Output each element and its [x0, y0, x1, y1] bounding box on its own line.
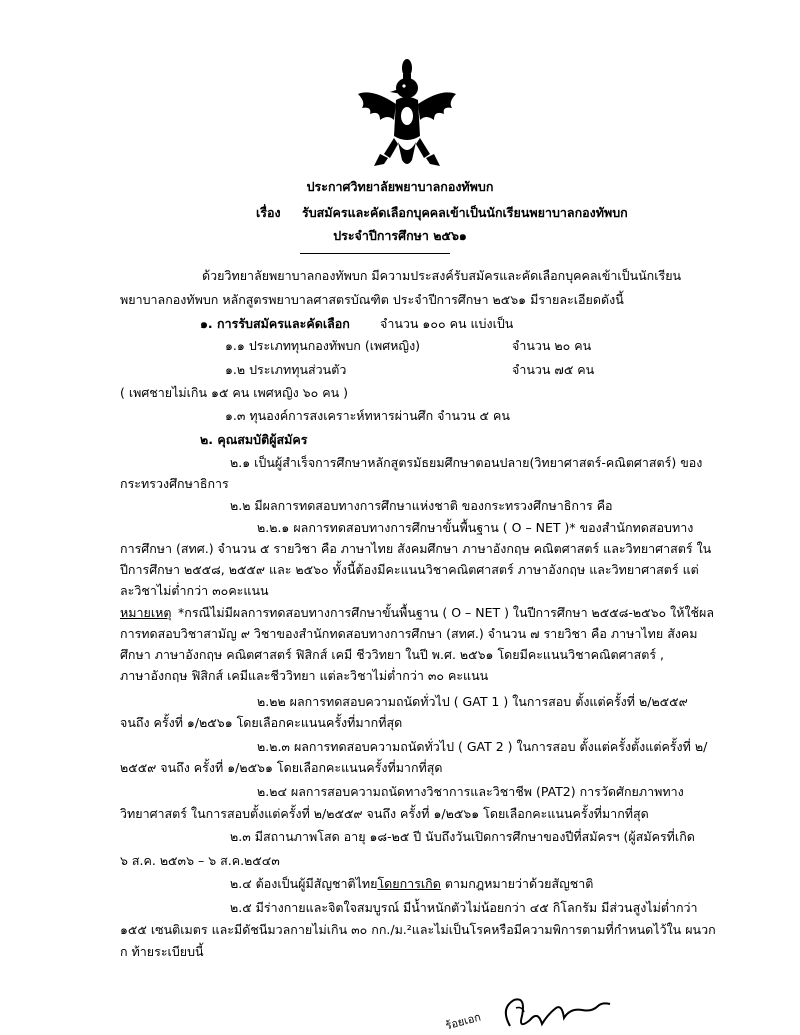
subject-text: รับสมัครและคัดเลือกบุคคลเข้าเป็นนักเรียนพยาบาลกองทัพบก: [302, 205, 628, 220]
academic-year-line: ประจำปีการศึกษา ๒๕๖๑: [333, 228, 467, 243]
item-1-2-quantity: จำนวน ๗๕ คน: [512, 362, 595, 377]
section-2-heading: ๒. คุณสมบัติผู้สมัคร: [200, 432, 308, 447]
item-2-1-line-2: กระทรวงศึกษาธิการ: [120, 476, 229, 491]
item-2-5-line-2: ๑๕๕ เซนติเมตร และมีดัชนีมวลกายไม่เกิน ๓๐ กก./ม.²และไม่เป็นโรคหรือมีความพิการตามที่กำหนดไว้ใน ผนวก: [120, 922, 716, 937]
announcement-title: ประกาศวิทยาลัยพยาบาลกองทัพบก: [306, 179, 494, 194]
item-1-1-quantity: จำนวน ๒๐ คน: [512, 338, 592, 353]
item-2-2-1-line-3: ปีการศึกษา ๒๕๕๘, ๒๕๕๙ และ ๒๕๖๐ ทั้งนี้ต้องมีคะแนนวิชาคณิตศาสตร์ ภาษาอังกฤษ และวิทยาศาสตร์ แต่: [120, 562, 699, 577]
section-1-heading: ๑. การรับสมัครและคัดเลือก: [200, 316, 350, 331]
remark-line-3: ศึกษา ภาษาอังกฤษ คณิตศาสตร์ ฟิสิกส์ เคมี ชีววิทยา ในปี พ.ศ. ๒๕๖๑ โดยมีคะแนนวิชาคณิตศาสตร์ ,: [120, 647, 665, 662]
item-2-3-line-1: ๒.๓ มีสถานภาพโสด อายุ ๑๘-๒๕ ปี นับถึงวันเปิดการศึกษาของปีที่สมัครฯ (ผู้สมัครที่เกิด: [230, 829, 695, 844]
item-2-5-line-3: ก ท้ายระเบียบนี้: [120, 944, 204, 959]
section-1-quota: จำนวน ๑๐๐ คน แบ่งเป็น: [380, 316, 514, 331]
garuda-emblem-icon: [350, 58, 465, 173]
item-2-2-1-line-4: ละวิชาไม่ต่ำกว่า ๓๐คะแนน: [120, 583, 269, 598]
intro-line-1: ด้วยวิทยาลัยพยาบาลกองทัพบก มีความประสงค์รับสมัครและคัดเลือกบุคคลเข้าเป็นนักเรียน: [202, 268, 682, 283]
item-2-5-line-1: ๒.๕ มีร่างกายและจิตใจสมบูรณ์ มีน้ำหนักตัวไม่น้อยกว่า ๔๕ กิโลกรัม มีส่วนสูงไม่ต่ำกว่า: [230, 900, 698, 915]
item-1-3: ๑.๓ ทุนองค์การสงเคราะห์ทหารผ่านศึก จำนวน ๕ คน: [225, 408, 510, 423]
item-2-3-line-2: ๖ ส.ค. ๒๕๓๖ – ๖ ส.ค.๒๕๔๓: [120, 853, 280, 868]
item-1-2-note: ( เพศชายไม่เกิน ๑๕ คน เพศหญิง ๖๐ คน ): [120, 385, 348, 400]
item-2-2-4-line-2: วิทยาศาสตร์ ในการสอบตั้งแต่ครั้งที่ ๒/๒๕๕๙ จนถึง ครั้งที่ ๑/๒๕๖๑ โดยเลือกคะแนนครั้งที่มากที่สุด: [120, 806, 649, 821]
item-2-4-underlined: โดยการเกิด: [377, 876, 441, 891]
remark-label: หมายเหตุ: [120, 605, 172, 620]
handwritten-signature: [452, 990, 652, 1035]
item-2-2-3-line-1: ๒.๒.๓ ผลการทดสอบความถนัดทั่วไป ( GAT 2 ) ในการสอบ ตั้งแต่ครั้งตั้งแต่ครั้งที่ ๒/: [257, 739, 708, 754]
item-2-2-2-line-2: จนถึง ครั้งที่ ๑/๒๕๖๑ โดยเลือกคะแนนครั้งที่มากที่สุด: [120, 715, 403, 730]
signature-rank: ร้อยเอก: [444, 1010, 483, 1033]
item-2-1-line-1: ๒.๑ เป็นผู้สำเร็จการศึกษาหลักสูตรมัธยมศึกษาตอนปลาย(วิทยาศาสตร์-คณิตศาสตร์) ของ: [230, 455, 703, 470]
item-2-2-2-line-1: ๒.๒๒ ผลการทดสอบความถนัดทั่วไป ( GAT 1 ) ในการสอบ ตั้งแต่ครั้งที่ ๒/๒๕๕๙: [257, 694, 688, 709]
item-2-4-prefix: ๒.๔ ต้องเป็นผู้มีสัญชาติไทย: [230, 876, 378, 891]
item-1-2-label: ๑.๒ ประเภททุนส่วนตัว: [225, 362, 347, 377]
item-2-2-1-line-1: ๒.๒.๑ ผลการทดสอบทางการศึกษาขั้นพื้นฐาน ( O – NET )* ของสำนักทดสอบทาง: [257, 520, 694, 535]
remark-line-2: การทดสอบวิชาสามัญ ๙ วิชาของสำนักทดสอบทางการศึกษา (สทศ.) จำนวน ๗ รายวิชา คือ ภาษาไทย สังคม: [120, 626, 698, 641]
intro-line-2: พยาบาลกองทัพบก หลักสูตรพยาบาลศาสตรบัณฑิต ประจำปีการศึกษา ๒๕๖๑ มีรายละเอียดดังนี้: [120, 292, 624, 307]
item-1-1-label: ๑.๑ ประเภททุนกองทัพบก (เพศหญิง): [225, 338, 421, 353]
item-2-2-4-line-1: ๒.๒๔ ผลการสอบความถนัดทางวิชาการและวิชาชีพ (PAT2) การวัดศักยภาพทาง: [257, 784, 684, 799]
item-2-2-1-line-2: การศึกษา (สทศ.) จำนวน ๕ รายวิชา คือ ภาษาไทย สังคมศึกษา ภาษาอังกฤษ คณิตศาสตร์ และวิทยาศาสตร์ ใน: [120, 541, 712, 556]
subject-label: เรื่อง: [256, 205, 281, 220]
remark-line-1: *กรณีไม่มีผลการทดสอบทางการศึกษาขั้นพื้นฐาน ( O – NET ) ในปีการศึกษา ๒๕๕๘-๒๕๖๐ ให้ใช้ผล: [178, 605, 715, 620]
title-divider: [300, 253, 450, 254]
item-2-4: [230, 876, 593, 892]
item-2-2: ๒.๒ มีผลการทดสอบทางการศึกษาแห่งชาติ ของกระทรวงศึกษาธิการ คือ: [230, 498, 613, 513]
item-2-4-suffix: ตามกฎหมายว่าด้วยสัญชาติ: [440, 876, 594, 891]
item-2-2-3-line-2: ๒๕๕๙ จนถึง ครั้งที่ ๑/๒๕๖๑ โดยเลือกคะแนนครั้งที่มากที่สุด: [120, 760, 443, 775]
remark-line-4: ภาษาอังกฤษ ฟิสิกส์ เคมีและชีววิทยา แต่ละวิชาไม่ต่ำกว่า ๓๐ คะแนน: [120, 668, 489, 683]
